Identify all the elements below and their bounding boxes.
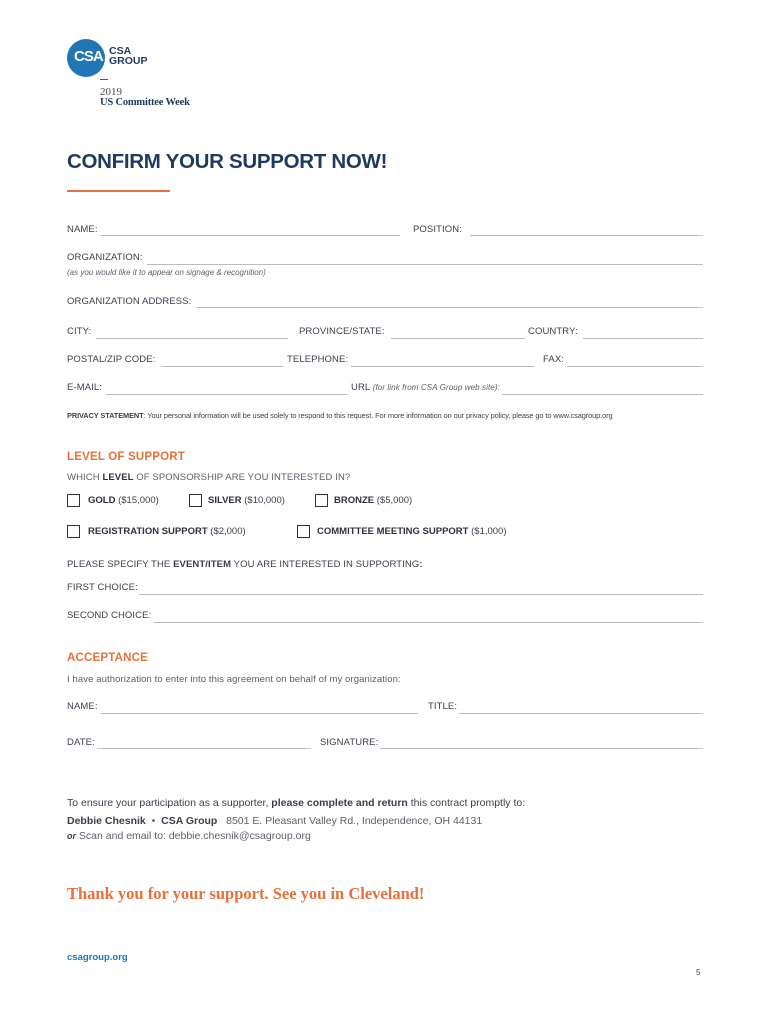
address-separator: • bbox=[151, 815, 156, 827]
first-choice-field[interactable] bbox=[139, 594, 703, 595]
mailing-address: 8501 E. Pleasant Valley Rd., Independence, OH 44131 bbox=[226, 815, 483, 827]
registration-support-option bbox=[88, 526, 246, 537]
first-choice-label: FIRST CHOICE: bbox=[67, 582, 138, 593]
committee-meeting-support-price: ($1,000) bbox=[468, 526, 507, 537]
second-choice-field[interactable] bbox=[154, 622, 703, 623]
registration-support-label: REGISTRATION SUPPORT bbox=[88, 526, 208, 537]
url-label-text: URL bbox=[351, 382, 370, 393]
specify-event-instruction bbox=[67, 559, 423, 570]
question-bold: LEVEL bbox=[102, 472, 134, 483]
thank-you-message: Thank you for your support. See you in Cleveland! bbox=[67, 884, 425, 903]
page-number: 5 bbox=[696, 968, 701, 977]
gold-option bbox=[88, 495, 159, 506]
logo-wordmark bbox=[109, 46, 148, 66]
privacy-statement bbox=[67, 411, 612, 420]
silver-price: ($10,000) bbox=[241, 495, 285, 506]
specify-suffix: YOU ARE INTERESTED IN SUPPORTING bbox=[231, 559, 420, 570]
position-field[interactable] bbox=[470, 235, 703, 236]
website-link[interactable]: csagroup.org bbox=[67, 952, 128, 963]
name-field[interactable] bbox=[101, 235, 400, 236]
logo-wordmark-line1: CSA bbox=[109, 45, 132, 57]
logo-mark-text: CSA bbox=[74, 48, 103, 65]
organization-address-field[interactable] bbox=[197, 307, 703, 308]
silver-label: SILVER bbox=[208, 495, 242, 506]
gold-label: GOLD bbox=[88, 495, 116, 506]
silver-checkbox[interactable] bbox=[189, 494, 202, 507]
url-note: (for link from CSA Group web site): bbox=[372, 383, 500, 392]
committee-meeting-support-label: COMMITTEE MEETING SUPPORT bbox=[317, 526, 469, 537]
organization-note: (as you would like it to appear on signage & recognition) bbox=[67, 268, 266, 277]
second-choice-label: SECOND CHOICE: bbox=[67, 610, 152, 621]
signature-label: SIGNATURE: bbox=[320, 737, 379, 748]
event-name: US Committee Week bbox=[100, 97, 190, 108]
country-label: COUNTRY: bbox=[528, 326, 578, 337]
committee-meeting-support-option bbox=[317, 526, 507, 537]
organization-label: ORGANIZATION: bbox=[67, 252, 143, 263]
acceptance-name-field[interactable] bbox=[101, 713, 418, 714]
position-label: POSITION: bbox=[413, 224, 462, 235]
scan-email-text: Scan and email to: debbie.chesnik@csagroup.org bbox=[78, 830, 311, 842]
logo-divider bbox=[100, 79, 108, 80]
contact-name: Debbie Chesnik bbox=[67, 815, 146, 827]
company-name: CSA Group bbox=[161, 815, 218, 827]
return-prefix: To ensure your participation as a supporter, bbox=[67, 797, 272, 809]
postal-zip-field[interactable] bbox=[161, 366, 283, 367]
silver-option bbox=[208, 495, 285, 506]
question-suffix: OF SPONSORSHIP ARE YOU INTERESTED IN? bbox=[133, 472, 351, 483]
url-label bbox=[351, 382, 500, 393]
return-instructions bbox=[67, 797, 525, 809]
committee-meeting-support-checkbox[interactable] bbox=[297, 525, 310, 538]
bronze-label: BRONZE bbox=[334, 495, 375, 506]
acceptance-name-label: NAME: bbox=[67, 701, 98, 712]
province-state-label: PROVINCE/STATE: bbox=[299, 326, 385, 337]
gold-checkbox[interactable] bbox=[67, 494, 80, 507]
acceptance-title-label: TITLE: bbox=[428, 701, 458, 712]
privacy-label: PRIVACY STATEMENT bbox=[67, 411, 144, 420]
csa-logo-mark-icon bbox=[67, 39, 105, 77]
specify-prefix: PLEASE SPECIFY THE bbox=[67, 559, 174, 570]
scan-email-line bbox=[67, 830, 311, 842]
organization-field[interactable] bbox=[147, 264, 703, 265]
province-state-field[interactable] bbox=[391, 338, 525, 339]
date-label: DATE: bbox=[67, 737, 95, 748]
event-year: 2019 bbox=[100, 86, 122, 98]
signature-field[interactable] bbox=[380, 748, 703, 749]
email-label: E-MAIL: bbox=[67, 382, 103, 393]
return-suffix: this contract promptly to: bbox=[407, 797, 526, 809]
privacy-text: : Your personal information will be used solely to respond to this request. For more information on our privacy policy, please go to www.csagroup.org bbox=[143, 411, 613, 420]
postal-zip-label: POSTAL/ZIP CODE: bbox=[67, 354, 156, 365]
bronze-price: ($5,000) bbox=[374, 495, 413, 506]
bronze-checkbox[interactable] bbox=[315, 494, 328, 507]
city-label: CITY: bbox=[67, 326, 92, 337]
telephone-field[interactable] bbox=[351, 366, 534, 367]
acceptance-title-field[interactable] bbox=[459, 713, 703, 714]
organization-address-label: ORGANIZATION ADDRESS: bbox=[67, 296, 192, 307]
fax-label: FAX: bbox=[543, 354, 564, 365]
sponsorship-question bbox=[67, 472, 350, 483]
page-title: CONFIRM YOUR SUPPORT NOW! bbox=[67, 150, 388, 173]
email-field[interactable] bbox=[106, 394, 348, 395]
telephone-label: TELEPHONE: bbox=[287, 354, 349, 365]
question-prefix: WHICH bbox=[67, 472, 103, 483]
title-underline bbox=[67, 190, 170, 192]
acceptance-heading: ACCEPTANCE bbox=[67, 652, 149, 664]
specify-colon: : bbox=[419, 559, 423, 570]
registration-support-price: ($2,000) bbox=[207, 526, 246, 537]
logo-wordmark-line2: GROUP bbox=[109, 55, 148, 67]
return-address bbox=[67, 815, 482, 827]
csa-group-logo bbox=[67, 39, 157, 79]
name-label: NAME: bbox=[67, 224, 98, 235]
country-field[interactable] bbox=[583, 338, 703, 339]
fax-field[interactable] bbox=[567, 366, 703, 367]
gold-price: ($15,000) bbox=[115, 495, 159, 506]
bronze-option bbox=[334, 495, 412, 506]
level-of-support-heading: LEVEL OF SUPPORT bbox=[67, 451, 186, 463]
specify-bold: EVENT/ITEM bbox=[173, 559, 232, 570]
url-field[interactable] bbox=[502, 394, 703, 395]
return-bold: please complete and return bbox=[271, 797, 408, 809]
date-field[interactable] bbox=[97, 748, 311, 749]
authorization-statement: I have authorization to enter into this agreement on behalf of my organization: bbox=[67, 674, 401, 685]
city-field[interactable] bbox=[96, 338, 288, 339]
registration-support-checkbox[interactable] bbox=[67, 525, 80, 538]
or-text: or bbox=[67, 831, 76, 841]
